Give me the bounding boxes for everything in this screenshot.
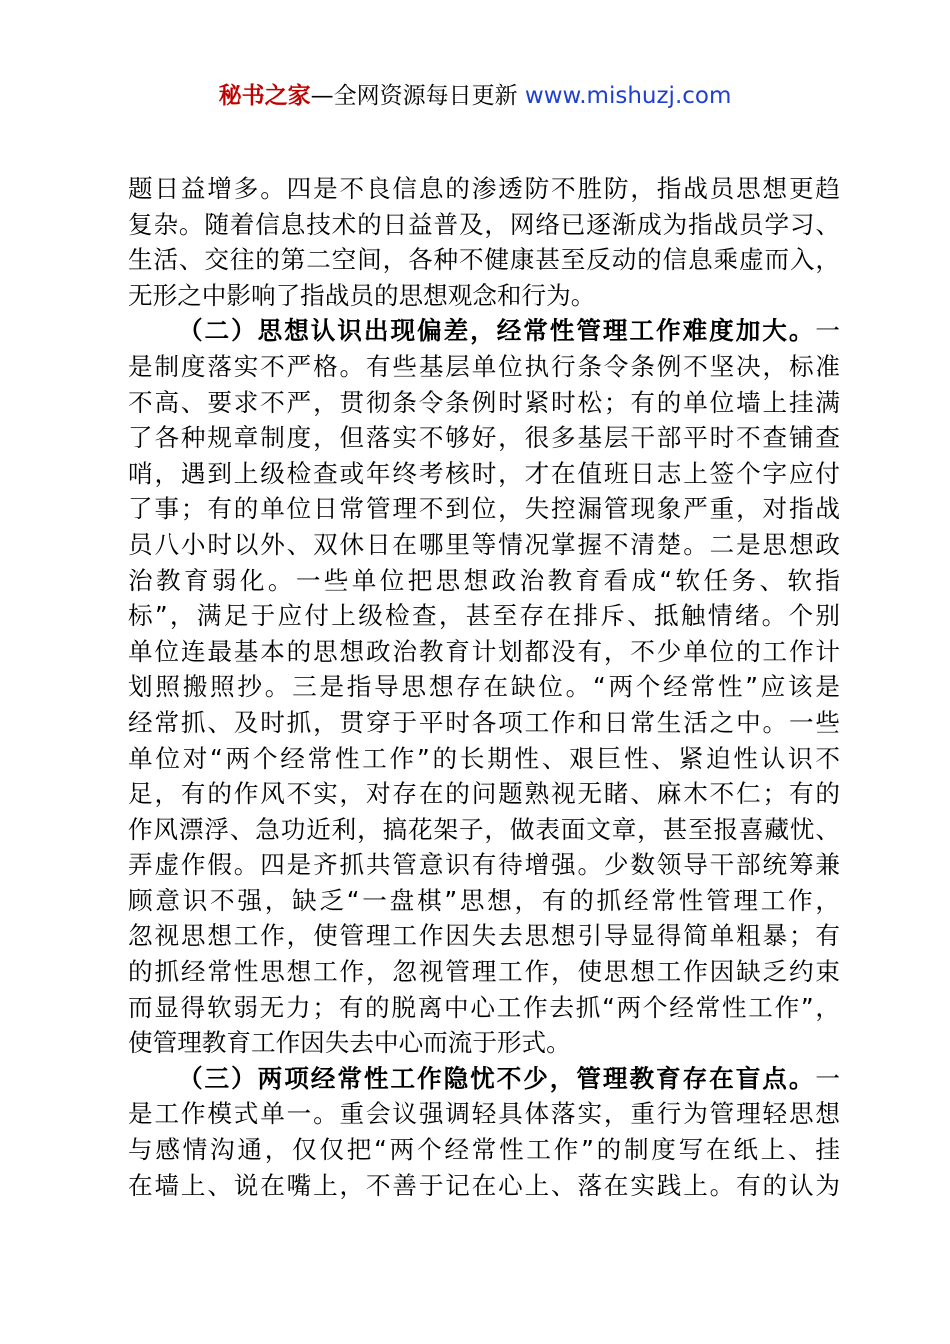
text-line: 足，有的作风不实，对存在的问题熟视无睹、麻木不仁；有的 <box>128 779 840 809</box>
text-line: 弄虚作假。四是齐抓共管意识有待增强。少数领导干部统筹兼 <box>128 850 840 880</box>
text-fragment: 一 <box>815 316 840 346</box>
text-line: 生活、交往的第二空间，各种不健康甚至反动的信息乘虚而入， <box>128 245 840 275</box>
section-heading-2: （二）思想认识出现偏差，经常性管理工作难度加大。 <box>178 316 816 346</box>
text-line: 使管理教育工作因失去中心而流于形式。 <box>128 1028 571 1058</box>
text-line: 员八小时以外、双休日在哪里等情况掌握不清楚。二是思想政 <box>128 529 840 559</box>
text-line: 复杂。随着信息技术的日益普及，网络已逐渐成为指战员学习、 <box>128 209 840 239</box>
section-heading-3: （三）两项经常性工作隐忧不少，管理教育存在盲点。 <box>178 1063 816 1093</box>
text-line: 而显得软弱无力；有的脱离中心工作去抓“两个经常性工作”， <box>128 992 840 1022</box>
paragraph-1 <box>128 171 840 313</box>
document-header <box>0 80 950 112</box>
text-line: 不高、要求不严，贯彻条令条例时紧时松；有的单位墙上挂满 <box>128 387 840 417</box>
text-line: 单位连最基本的思想政治教育计划都没有，不少单位的工作计 <box>128 636 840 666</box>
section-heading-line <box>128 1061 840 1097</box>
text-line: 顾意识不强，缺乏“一盘棋”思想，有的抓经常性管理工作， <box>128 885 840 915</box>
text-line: 了各种规章制度，但落实不够好，很多基层干部平时不查铺查 <box>128 423 840 453</box>
document-body <box>128 171 840 1203</box>
text-line: 与感情沟通，仅仅把“两个经常性工作”的制度写在纸上、挂 <box>128 1135 840 1165</box>
text-line: 作风漂浮、急功近利，搞花架子，做表面文章，甚至报喜藏忧、 <box>128 814 840 844</box>
text-line: 题日益增多。四是不良信息的渗透防不胜防，指战员思想更趋 <box>128 174 840 203</box>
text-line: 了事；有的单位日常管理不到位，失控漏管现象严重，对指战 <box>128 494 840 524</box>
text-line: 单位对“两个经常性工作”的长期性、艰巨性、紧迫性认识不 <box>128 743 840 773</box>
text-line: 标”，满足于应付上级检查，甚至存在排斥、抵触情绪。个别 <box>128 601 840 631</box>
text-line: 哨，遇到上级检查或年终考核时，才在值班日志上签个字应付 <box>128 458 840 488</box>
text-line: 在墙上、说在嘴上，不善于记在心上、落在实践上。有的认为 <box>128 1170 840 1200</box>
site-url[interactable]: www.mishuzj.com <box>524 83 732 109</box>
text-line: 忽视思想工作，使管理工作因失去思想引导显得简单粗暴；有 <box>128 921 840 951</box>
text-line: 的抓经常性思想工作，忽视管理工作，使思想工作因缺乏约束 <box>128 957 840 987</box>
text-fragment: 一 <box>815 1063 840 1093</box>
text-line: 无形之中影响了指战员的思想观念和行为。 <box>128 280 596 310</box>
text-line: 是制度落实不严格。有些基层单位执行条令条例不坚决，标准 <box>128 351 840 381</box>
site-tagline: —全网资源每日更新 <box>310 83 525 109</box>
paragraph-3 <box>128 1061 840 1203</box>
text-line: 划照搬照抄。三是指导思想存在缺位。“两个经常性”应该是 <box>128 672 840 702</box>
text-line: 是工作模式单一。重会议强调轻具体落实，重行为管理轻思想 <box>128 1099 840 1129</box>
site-brand: 秘书之家 <box>218 83 311 109</box>
text-line: 经常抓、及时抓，贯穿于平时各项工作和日常生活之中。一些 <box>128 707 840 737</box>
text-line: 治教育弱化。一些单位把思想政治教育看成“软任务、软指 <box>128 565 840 595</box>
paragraph-2 <box>128 313 840 1060</box>
section-heading-line <box>128 313 840 349</box>
